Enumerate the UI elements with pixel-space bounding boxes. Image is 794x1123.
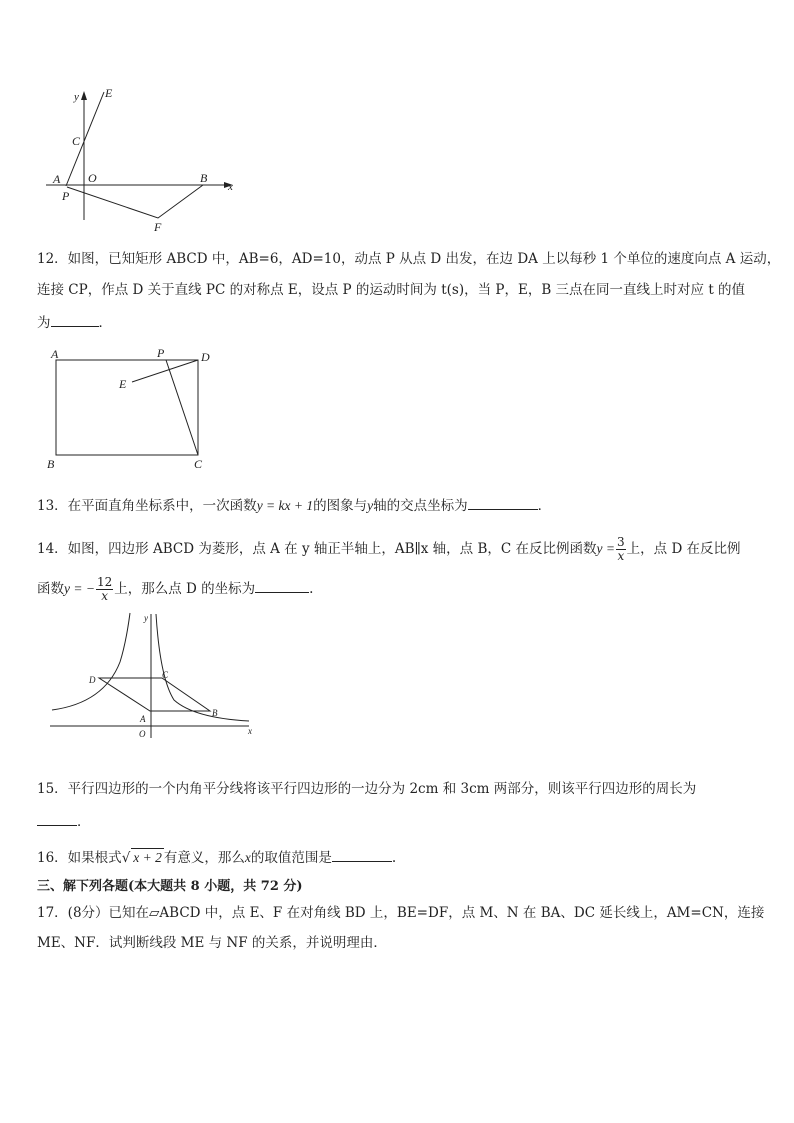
q12-line3-post: ． xyxy=(98,315,112,331)
q14-end: . xyxy=(309,581,314,597)
q15-line2 xyxy=(37,811,91,831)
q14-f2-den: x xyxy=(101,589,108,603)
q16-pre: 16．如果根式 xyxy=(37,850,122,866)
q12-line3 xyxy=(37,312,112,332)
label-x: x xyxy=(228,181,233,193)
label-c: C xyxy=(162,670,169,680)
q14-fraction-12-over-x xyxy=(96,576,113,603)
q14-line1-post: 上，点 D 在反比例 xyxy=(626,541,741,557)
figure-q14 xyxy=(44,608,264,743)
q16-line xyxy=(37,847,396,867)
q14-f2-num: 12 xyxy=(96,575,113,589)
label-e: E xyxy=(119,377,127,391)
q14-f1-y: y = xyxy=(596,541,616,556)
q16-xvar: x xyxy=(244,850,251,865)
label-y: y xyxy=(74,91,79,103)
curve-negative-branch xyxy=(52,613,130,710)
q16-answer-blank[interactable] xyxy=(332,847,392,862)
figure-q11 xyxy=(40,84,250,234)
q12-line3-pre: 为 xyxy=(37,315,51,331)
q16-post: 的取值范围是 xyxy=(250,850,332,866)
label-e: E xyxy=(105,86,113,100)
q14-f1-den: x xyxy=(617,549,625,563)
q13-formula: y = kx + 1 xyxy=(256,498,314,513)
q15-end: ． xyxy=(77,814,91,830)
rectangle-abcd xyxy=(56,360,198,455)
label-a: A xyxy=(140,714,146,724)
q15-line1: 15．平行四边形的一个内角平分线将该平行四边形的一边分为 2cm 和 3cm 两部分，则该平行四边形的周长为 xyxy=(37,781,697,797)
q14-line1 xyxy=(37,536,741,563)
label-d: D xyxy=(89,675,96,685)
label-o: O xyxy=(139,729,146,739)
q12-line1: 12．如图，已知矩形 ABCD 中，AB=6，AD=10，动点 P 从点 D 出发，在边 DA 上以每秒 1 个单位的速度向点 A 运动， xyxy=(37,251,781,267)
label-a: A xyxy=(53,172,61,186)
q13-end: ． xyxy=(537,498,552,514)
q13-yvar: y xyxy=(367,498,374,513)
q16-mid: 有意义，那么 xyxy=(163,850,245,866)
rhombus-abcd xyxy=(99,678,210,711)
q14-line2 xyxy=(37,576,313,603)
segment-pc xyxy=(166,360,198,455)
figure-q12 xyxy=(44,345,224,475)
label-x: x xyxy=(248,726,252,736)
label-f: F xyxy=(154,220,162,234)
label-y: y xyxy=(144,613,148,623)
q15-answer-blank[interactable] xyxy=(37,811,77,826)
path-pfb xyxy=(67,185,203,218)
q13-pre: 13．在平面直角坐标系中，一次函数 xyxy=(37,498,257,514)
segment-ed xyxy=(132,360,198,382)
label-a: A xyxy=(51,347,59,361)
label-b: B xyxy=(212,708,218,718)
q14-line1-pre: 14．如图，四边形 ABCD 为菱形，点 A 在 y 轴正半轴上，AB∥x 轴，点 B，C 在反比例函数 xyxy=(37,541,597,557)
label-p: P xyxy=(62,189,70,203)
q14-fraction-3-over-x xyxy=(616,536,626,563)
label-c: C xyxy=(72,134,81,148)
section-3-heading: 三、解下列各题(本大题共 8 小题，共 72 分) xyxy=(37,879,303,894)
q13-line xyxy=(37,495,551,515)
label-o: O xyxy=(88,171,97,185)
q13-post: 轴的交点坐标为 xyxy=(373,498,468,514)
q14-answer-blank[interactable] xyxy=(255,578,309,593)
radical-sign: √ xyxy=(121,850,131,866)
q12-answer-blank[interactable] xyxy=(51,312,99,327)
q14-f1-num: 3 xyxy=(617,535,625,549)
curve-positive-branch xyxy=(156,614,249,721)
q13-answer-blank[interactable] xyxy=(468,495,538,510)
y-arrow xyxy=(81,91,87,100)
label-d: D xyxy=(201,350,210,364)
label-c: C xyxy=(194,457,203,471)
q14-line2-post: 上，那么点 D 的坐标为 xyxy=(114,581,256,597)
label-b: B xyxy=(47,457,55,471)
q14-f2-y: y = − xyxy=(64,581,95,596)
q16-radicand: x + 2 xyxy=(133,850,162,865)
q16-end: . xyxy=(391,850,397,866)
q14-line2-pre: 函数 xyxy=(37,581,64,597)
label-p: P xyxy=(157,346,165,360)
label-b: B xyxy=(200,171,208,185)
q13-mid: 的图象与 xyxy=(313,498,368,514)
q17-line2: ME、NF．试判断线段 ME 与 NF 的关系，并说明理由． xyxy=(37,935,387,951)
q12-line2: 连接 CP，作点 D 关于直线 PC 的对称点 E，设点 P 的运动时间为 t(s)，当 P，E，B 三点在同一直线上时对应 t 的值 xyxy=(37,282,746,298)
q17-line1: 17．(8分）已知在▱ABCD 中，点 E、F 在对角线 BD 上，BE=DF，点 M、N 在 BA、DC 延长线上，AM=CN，连接 xyxy=(37,905,765,921)
